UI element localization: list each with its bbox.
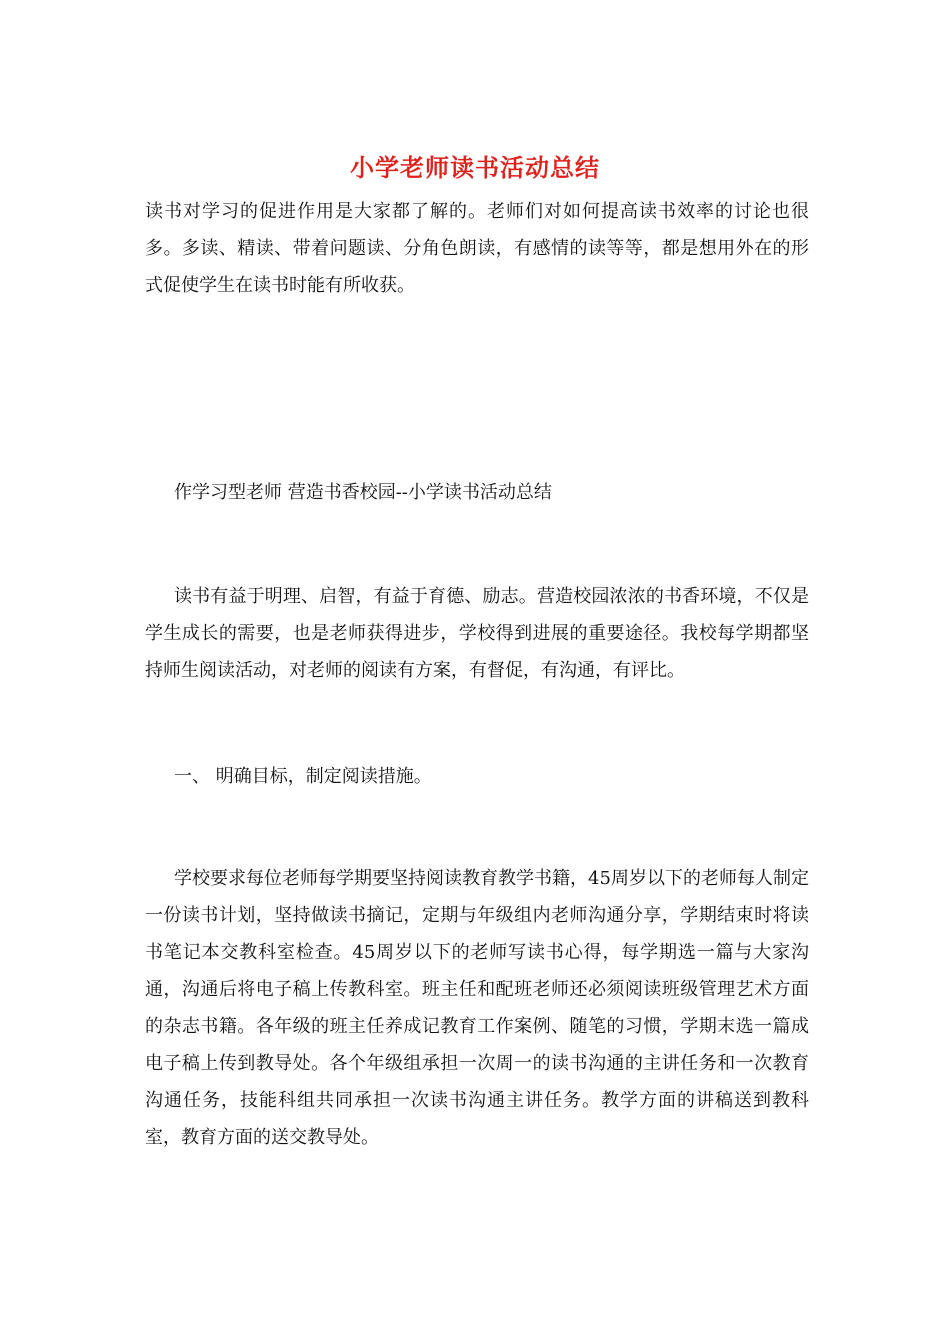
document-title: 小学老师读书活动总结: [350, 153, 600, 182]
section-heading-1: 一、 明确目标，制定阅读措施。: [174, 766, 432, 787]
article-subtitle: 作学习型老师 营造书香校园--小学读书活动总结: [174, 482, 552, 503]
intro-paragraph: 读书对学习的促进作用是大家都了解的。老师们对如何提高读书效率的讨论也很多。多读、精读、带着问题读、分角色朗读，有感情的读等等，都是想用外在的形式促使学生在读书时能有所收获。: [145, 201, 809, 296]
body-paragraph-2: 学校要求每位老师每学期要坚持阅读教育教学书籍，45周岁以下的老师每人制定一份读书计划，坚持做读书摘记，定期与年级组内老师沟通分享，学期结束时将读书笔记本交教科室检查。45周岁以下的老师写读书心得，每学期选一篇与大家沟通，沟通后将电子稿上传教科室。班主任和配班老师还必须阅读班级管理艺术方面的杂志书籍。各年级的班主任养成记教育工作案例、随笔的习惯，学期末选一篇成电子稿上传到教导处。各个年级组承担一次周一的读书沟通的主讲任务和一次教育沟通任务，技能科组共同承担一次读书沟通主讲任务。教学方面的讲稿送到教科室，教育方面的送交教导处。: [145, 868, 809, 1148]
body-paragraph-1: 读书有益于明理、启智，有益于育德、励志。营造校园浓浓的书香环境，不仅是学生成长的需要，也是老师获得进步，学校得到进展的重要途径。我校每学期都坚持师生阅读活动，对老师的阅读有方案，有督促，有沟通，有评比。: [145, 586, 809, 681]
